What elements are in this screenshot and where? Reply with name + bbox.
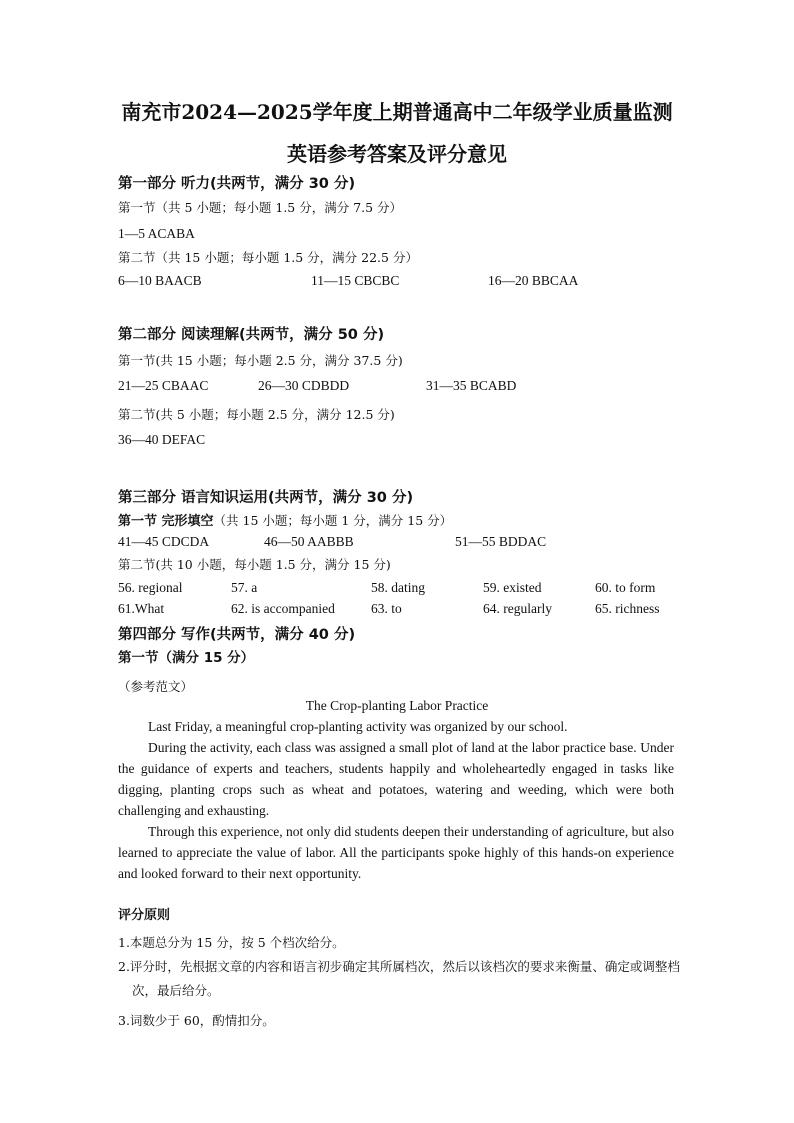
part4-heading: 第四部分 写作(共两节，满分 40 分) — [118, 627, 356, 643]
grammar-answer: 64. regularly — [483, 601, 552, 616]
part3-heading: 第三部分 语言知识运用(共两节，满分 30 分) — [118, 490, 414, 506]
part3-section1-answer: 51—55 BDDAC — [455, 534, 547, 549]
essay-title: The Crop-planting Labor Practice — [305, 698, 489, 713]
scoring-heading: 评分原则 — [118, 908, 171, 923]
part2-section1-answer: 26—30 CDBDD — [258, 378, 350, 393]
sample-essay-label: （参考范文） — [118, 679, 194, 694]
part3-section1-label: 第一节 完形填空 — [118, 514, 214, 529]
part2-section1-answer: 21—25 CBAAC — [118, 378, 209, 393]
grammar-answer: 63. to — [371, 601, 402, 616]
grammar-answer: 65. richness — [595, 601, 660, 616]
part2-heading: 第二部分 阅读理解(共两节，满分 50 分) — [118, 327, 385, 343]
part1-section2-answer: 16—20 BBCAA — [488, 273, 579, 288]
grammar-answer: 62. is accompanied — [231, 601, 335, 616]
essay-paragraph: Last Friday, a meaningful crop-planting activity was organized by our school. — [148, 719, 568, 734]
essay-paragraph: Through this experience, not only did students deepen their understanding of agriculture, but also learned to appreciate the value of labor. All the participants spoke highly of this hands-on experience and looked forward to their next opportunity. — [118, 824, 674, 881]
grammar-answer: 60. to form — [595, 580, 656, 595]
part3-section1-heading — [118, 510, 452, 529]
part3-section1-rest: （共 15 小题；每小题 1 分，满分 15 分） — [213, 513, 453, 528]
scoring-item: 1.本题总分为 15 分，按 5 个档次给分。 — [118, 935, 345, 950]
part4-section1-heading: 第一节（满分 15 分） — [118, 650, 255, 666]
part3-section2-heading: 第二节(共 10 小题，每小题 1.5 分，满分 15 分) — [118, 557, 391, 572]
part3-section1-answer: 41—45 CDCDA — [118, 534, 210, 549]
part2-section1-heading: 第一节(共 15 小题；每小题 2.5 分，满分 37.5 分) — [118, 353, 403, 368]
part1-heading: 第一部分 听力(共两节，满分 30 分) — [118, 176, 356, 192]
grammar-answer: 56. regional — [118, 580, 183, 595]
grammar-answer: 57. a — [231, 580, 258, 595]
document-title: 南充市2024—2025学年度上期普通高中二年级学业质量监测 — [121, 100, 673, 124]
part1-section2-answer: 6—10 BAACB — [118, 273, 202, 288]
part2-section2-answer: 36—40 DEFAC — [118, 432, 206, 447]
scoring-item: 2.评分时，先根据文章的内容和语言初步确定其所属档次，然后以该档次的要求来衡量、确定或调整档次，最后给分。 — [118, 959, 680, 998]
part2-section2-heading: 第二节(共 5 小题；每小题 2.5 分，满分 12.5 分) — [118, 407, 395, 422]
part1-section2-answer: 11—15 CBCBC — [311, 273, 400, 288]
document-subtitle: 英语参考答案及评分意见 — [287, 142, 507, 166]
grammar-answer: 61.What — [118, 601, 165, 616]
scoring-item: 3.词数少于 60，酌情扣分。 — [118, 1013, 275, 1028]
part2-section1-answer: 31—35 BCABD — [426, 378, 517, 393]
part1-section1-answer: 1—5 ACABA — [118, 226, 195, 241]
grammar-answer: 59. existed — [483, 580, 542, 595]
part1-section2-heading: 第二节（共 15 小题；每小题 1.5 分，满分 22.5 分） — [118, 250, 418, 265]
grammar-answer: 58. dating — [371, 580, 425, 595]
part3-section1-answer: 46—50 AABBB — [264, 534, 354, 549]
part1-section1-heading: 第一节（共 5 小题；每小题 1.5 分，满分 7.5 分） — [118, 200, 403, 215]
essay-paragraph: During the activity, each class was assigned a small plot of land at the labor practice base. Under the guidance of experts and teachers, students happily and wholeheartedly engaged in tasks like digging, planting crops such as wheat and potatoes, watering and weeding, which were both challenging and exhausting. — [118, 740, 674, 818]
